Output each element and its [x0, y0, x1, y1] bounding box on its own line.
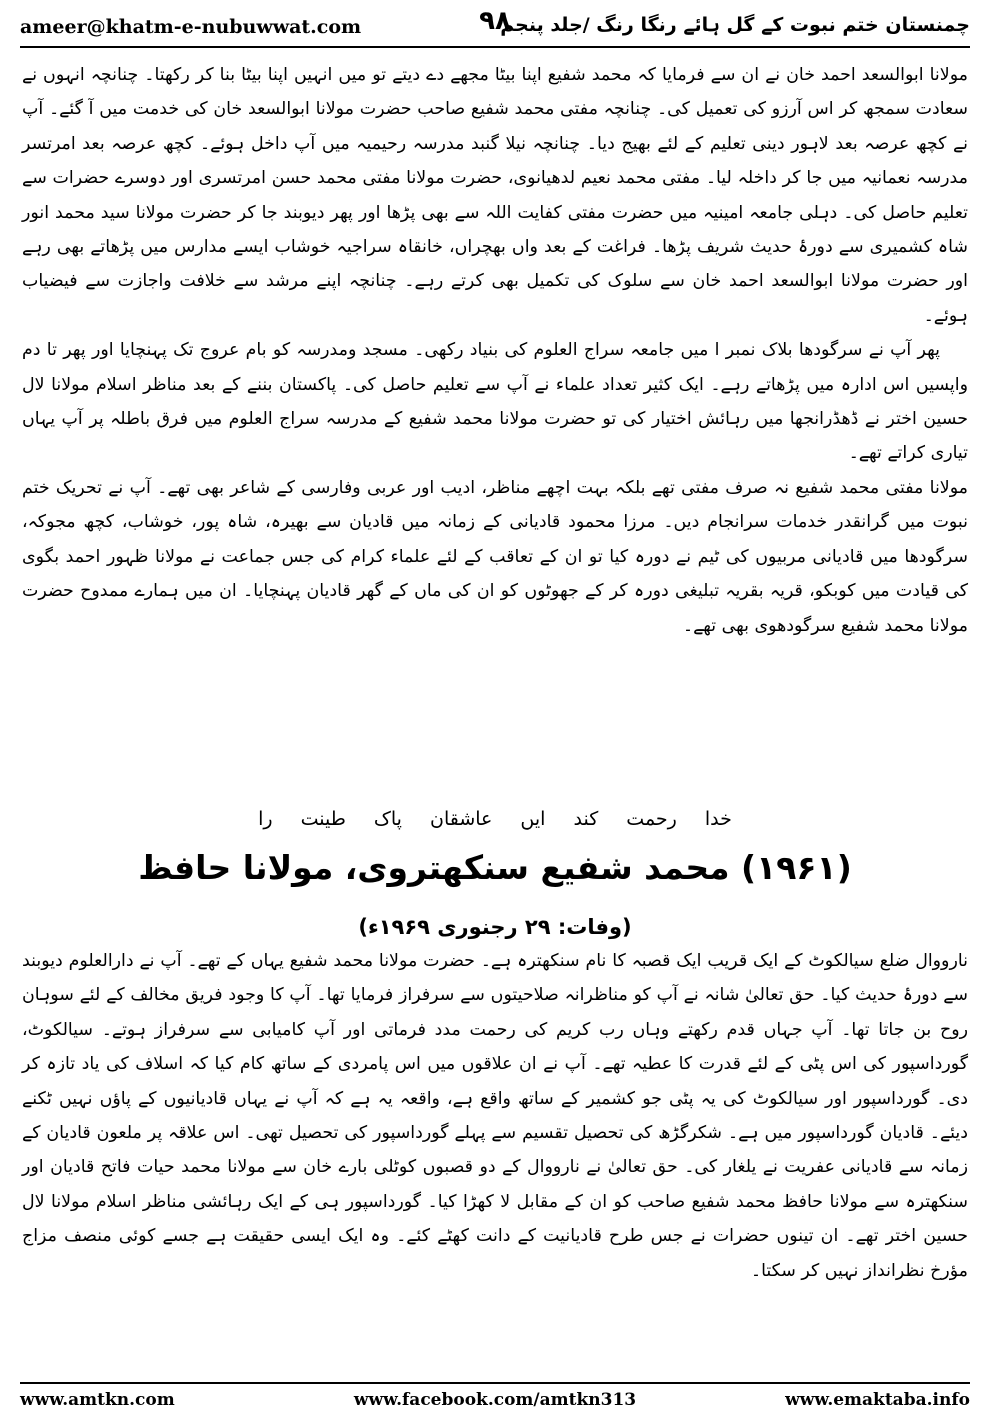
- death-date: (وفات: ۲۹ رجنوری ۱۹۶۹ء): [358, 915, 632, 939]
- paragraph: نارووال ضلع سیالکوٹ کے ایک قریب ایک قصبہ کا نام سنکھترہ ہے۔ حضرت مولانا محمد شفیع یہاں کے تھے۔ آپ نے دارالعلوم دیوبند سے دورۂ حدیث کیا۔ حق تعالیٰ شانہ نے آپ کو مناظرانہ صلاحیتوں سے سرفراز فرمایا تھا۔ آپ کا وجود فریق مخالف کے لئے سوہان روح بن جاتا تھا۔ آپ جہاں قدم رکھتے وہاں رب کریم کی رحمت مدد فرماتی اور آپ کامیابی سے سرفراز ہوتے۔ سیالکوٹ، گورداسپور کی اس پٹی کے لئے قدرت کا عطیہ تھے۔ آپ نے ان علاقوں میں اس پامردی کے ساتھ کام کیا کہ اسلاف کی یاد تازہ کر دی۔ گورداسپور اور سیالکوٹ کی یہ پٹی جو کشمیر کے ساتھ واقع ہے، واقعہ یہ ہے کہ آپ نے یہاں قادیانیوں کے پاؤں نہیں ٹکنے دیئے۔ قادیان گورداسپور میں ہے۔ شکرگڑھ کی تحصیل تقسیم سے پہلے گورداسپور کی تحصیل تھی۔ اس علاقہ پر ملعون قادیان کے زمانہ سے قادیانی عفریت نے یلغار کی۔ حق تعالیٰ نے نارووال کے دو قصبوں کوٹلی بارے خان سے مولانا محمد حیات فاتح قادیان اور سنکھترہ سے مولانا حافظ محمد شفیع صاحب کو ان کے مقابل لا کھڑا کیا۔ گورداسپور ہی کے ایک رہائشی مناظر اسلام مولانا لال حسین اختر تھے۔ ان تینوں حضرات نے جس طرح قادیانیت کے دانت کھٹے کئے۔ وہ ایک ایسی حقیقت ہے جسے کوئی منصف مزاج مؤرخ نظرانداز نہیں کر سکتا۔: [22, 951, 968, 1281]
- page-footer: [20, 1382, 970, 1414]
- persian-verse: خدا رحمت کند ایں عاشقان پاک طینت را: [258, 808, 732, 830]
- footer-link-facebook[interactable]: www.facebook.com/amtkn313: [353, 1390, 637, 1410]
- footer-link-emaktaba[interactable]: www.emaktaba.info: [785, 1390, 970, 1410]
- page-number: ۹۸: [479, 6, 511, 36]
- body-text-section-2: [22, 944, 968, 1288]
- body-text-section-1: [22, 58, 968, 643]
- footer-link-amtkn[interactable]: www.amtkn.com: [20, 1390, 175, 1410]
- paragraph: مولانا ابوالسعد احمد خان نے ان سے فرمایا کہ محمد شفیع اپنا بیٹا مجھے دے دیتے تو میں انہیں اپنا بیٹا بنا کر رکھتا۔ چنانچہ انہوں نے سعادت سمجھ کر اس آرزو کی تعمیل کی۔ چنانچہ مفتی محمد شفیع صاحب حضرت مولانا ابوالسعد خان کی خدمت میں آ گئے۔ آپ نے کچھ عرصہ بعد لاہور دینی تعلیم کے لئے بھیج دیا۔ چنانچہ نیلا گنبد مدرسہ رحیمیہ میں آپ داخل ہوئے۔ کچھ عرصہ بعد امرتسر مدرسہ نعمانیہ میں جا کر داخلہ لیا۔ مفتی محمد نعیم لدھیانوی، حضرت مولانا مفتی محمد حسن امرتسری اور دوسرے حضرات سے تعلیم حاصل کی۔ دہلی جامعہ امینیہ میں حضرت مفتی کفایت اللہ سے بھی پڑھا اور پھر دیوبند جا کر حضرت مولانا سید محمد انور شاہ کشمیری سے دورۂ حدیث شریف پڑھا۔ فراغت کے بعد واں بھچراں، خانقاہ سراجیہ خوشاب ایسے مدارس میں پڑھاتے بھی رہے اور حضرت مولانا ابوالسعد احمد خان سے سلوک کی تکمیل بھی کرتے رہے۔ چنانچہ اپنے مرشد سے خلافت واجازت سے فیضیاب ہوئے۔: [22, 65, 968, 326]
- header-email: ameer@khatm-e-nubuwwat.com: [20, 16, 362, 38]
- paragraph: مولانا مفتی محمد شفیع نہ صرف مفتی تھے بلکہ بہت اچھے مناظر، ادیب اور عربی وفارسی کے شاعر بھی تھے۔ آپ نے تحریک ختم نبوت میں گرانقدر خدمات سرانجام دیں۔ مرزا محمود قادیانی کے زمانہ میں قادیان سے بھیرہ، شاہ پور، خوشاب، کچھ مجوکہ، سرگودھا میں قادیانی مربیوں کی ٹیم نے دورہ کیا تو ان کے تعاقب کے لئے علماء کرام کی جس جماعت نے مولانا ظہور احمد بگوی کی قیادت میں کوبکو، قریہ بقریہ تبلیغی دورہ کر کے جھوٹوں کو ان کی ماں کے گھر قادیان پہنچایا۔ ان میں ہمارے ممدوح حضرت مولانا محمد شفیع سرگودھوی بھی تھے۔: [22, 477, 968, 636]
- book-title: چمنستان ختم نبوت کے گل ہائے رنگا رنگ /جلد پنجم: [500, 14, 970, 36]
- paragraph: پھر آپ نے سرگودھا بلاک نمبر ا میں جامعہ سراج العلوم کی بنیاد رکھی۔ مسجد ومدرسہ کو بام عروج تک پہنچایا اور پھر تا دم واپسیں اس ادارہ میں پڑھاتے رہے۔ ایک کثیر تعداد علماء نے آپ سے تعلیم حاصل کی۔ پاکستان بننے کے بعد مناظر اسلام مولانا لال حسین اختر نے ڈھڈرانجھا میں رہائش اختیار کی تو حضرت مولانا محمد شفیع کے مدرسہ سراج العلوم میں فرق باطلہ پر آپ یہاں تیاری کراتے تھے۔: [22, 340, 968, 464]
- page-header: [20, 6, 970, 48]
- section-heading: (۱۹۶۱) محمد شفیع سنکھتروی، مولانا حافظ: [138, 848, 852, 887]
